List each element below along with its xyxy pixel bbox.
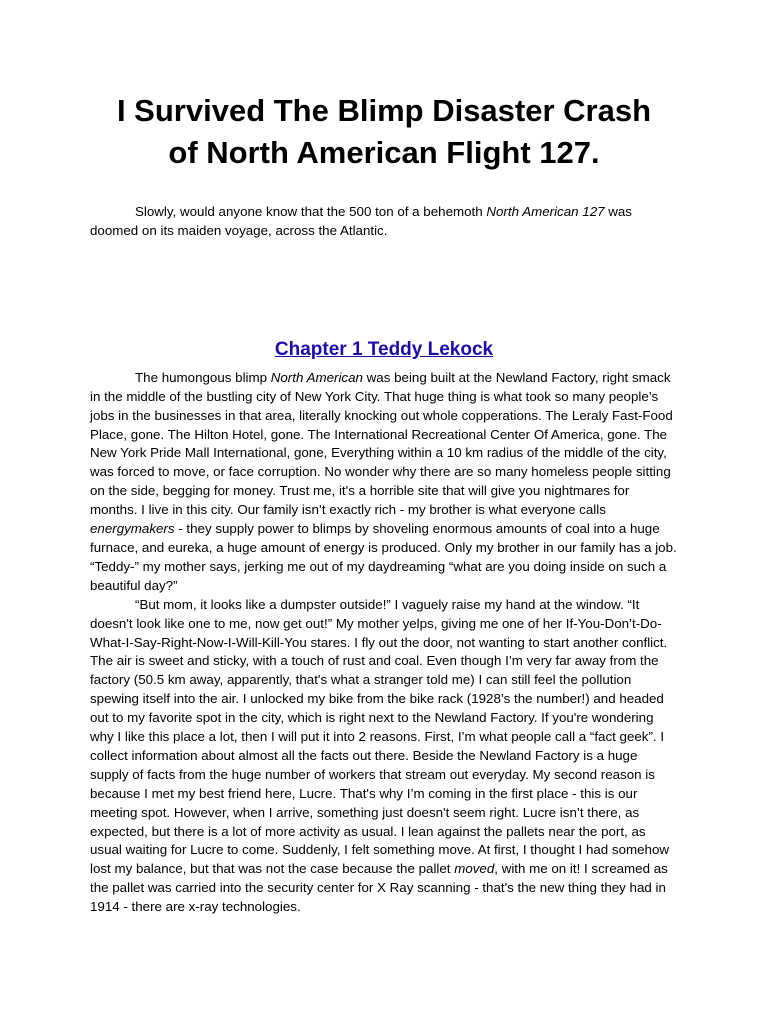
para2-italic: moved [454,861,495,877]
para1-italic-1: North American [270,369,363,385]
chapter-paragraph-1 [90,369,678,596]
para1-italic-2: energymakers [90,521,175,537]
para1-text-end: - they supply power to blimps by shoveling enormous amounts of coal into a huge furnace, and eureka, a huge amount of energy is produced. Only my brother in our family has a job. “Teddy-” my mother says, jerking me out of my daydreaming “what are you doing inside on such a beautiful day?” [90,521,677,593]
title-line-1: I Survived The Blimp Disaster Crash [116,93,652,128]
chapter-heading-link[interactable]: Chapter 1 Teddy Lekock [274,338,494,360]
intro-text-start: Slowly, would anyone know that the 500 ton of a behemoth [135,204,487,219]
para1-text-start: The humongous blimp [135,369,271,385]
chapter-body [90,369,678,917]
intro-italic-title: North American 127 [486,204,605,219]
title-line-2: of North American Flight 127. [168,135,600,170]
para2-text-end: , with me on it! I screamed as the pallet was carried into the security center for X Ray scanning - that's the new thing they had in 1914 - there are x-ray technologies. [90,861,668,915]
para1-text-mid: was being built at the Newland Factory, right smack in the middle of the bustling city of New York City. That huge thing is what took so many people’s jobs in the businesses in that area, literally knocking out whole copperations. The Leraly Fast-Food Place, gone. The Hilton Hotel, gone. The International Recreational Center Of America, gone. The New York Pride Mall International, gone, Everything within a 10 km radius of the middle of the city, was forced to move, or face corruption. No wonder why there are so many homeless people sitting on the side, begging for money. Trust me, it's a horrible site that will give you nightmares for months. I live in this city. Our family isn’t exactly rich - my brother is what everyone calls [90,369,673,518]
para2-text-start: “But mom, it looks like a dumpster outside!” I vaguely raise my hand at the window. “It doesn't look like one to me, now get out!” My mother yelps, giving me one of her If-You-Don’t-Do-What-I-Say-Right-Now-I-Will-Kill-You stares. I fly out the door, not wanting to start another conflict. The air is sweet and sticky, with a touch of rust and coal. Even though I’m very far away from the factory (50.5 km away, apparently, that's what a stranger told me) I can still feel the pollution spewing itself into the air. I unlocked my bike from the bike rack (1928’s the number!) and headed out to my favorite spot in the city, which is right next to the Newland Factory. If you're wondering why I like this place a lot, then I will put it into 2 reasons. First, I’m what people call a “fact geek”. I collect information about almost all the facts out there. Beside the Newland Factory is a huge supply of facts from the huge number of workers that stream out everyday. My second reason is because I met my best friend here, Lucre. That's why I’m coming in the first place - this is our meeting spot. However, when I arrive, something just doesn't seem right. Lucre isn’t there, as expected, but there is a lot of more activity as usual. I lean against the pallets near the port, as usual waiting for Lucre to come. Suddenly, I felt something move. At first, I thought I had somehow lost my balance, but that was not the case because the pallet [90,596,670,877]
document-page [90,90,678,917]
intro-text-end: was doomed on its maiden voyage, across the Atlantic. [90,204,632,238]
chapter-paragraph-2 [90,596,678,917]
intro-paragraph [90,203,678,241]
page-title [90,90,678,174]
